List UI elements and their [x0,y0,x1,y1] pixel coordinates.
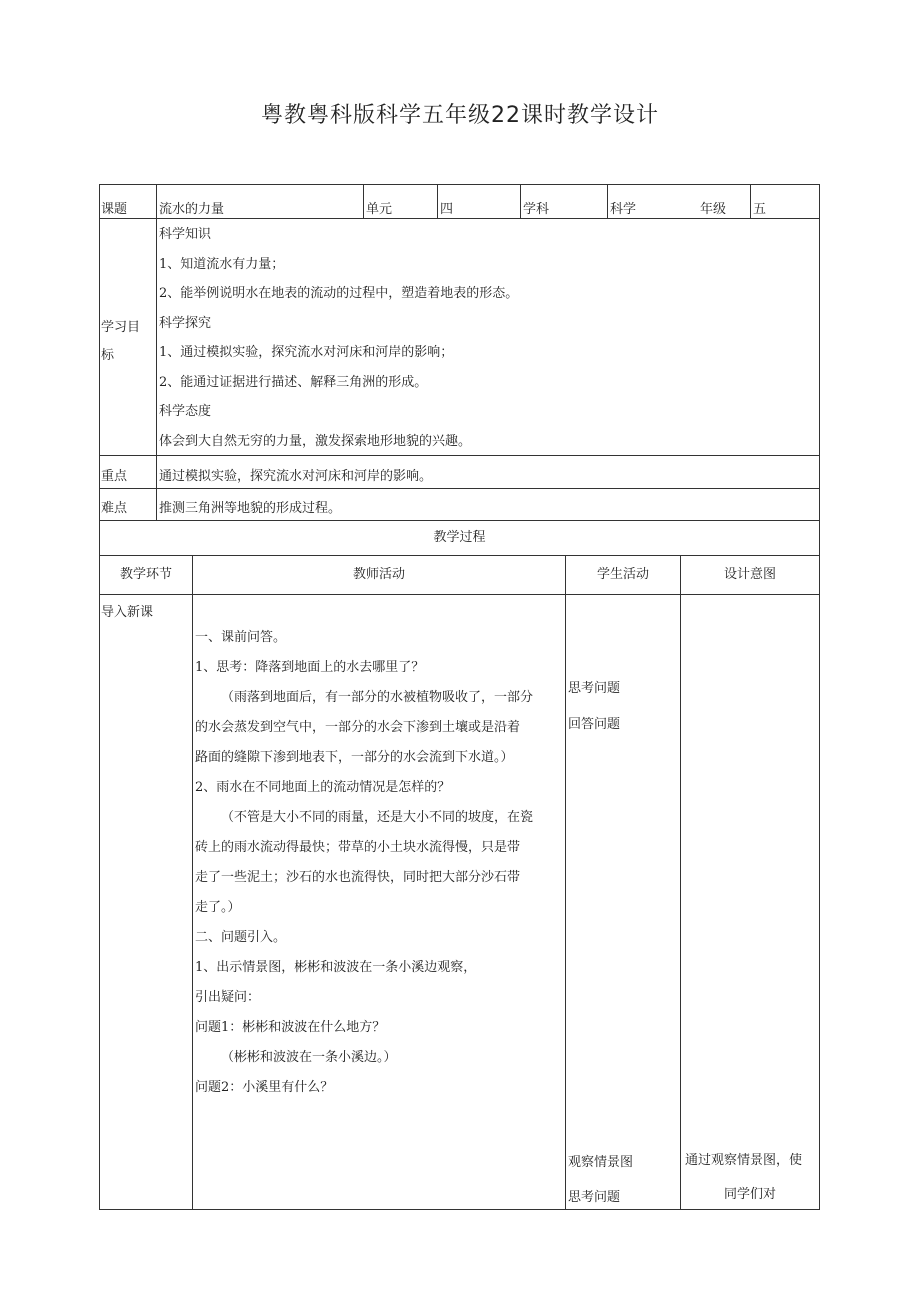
topic-label: 课题 [101,202,128,217]
grade-label: 年级 [700,202,727,217]
design-intent-line: 同学们对 [723,1187,776,1202]
teacher-line: （彬彬和波波在一条小溪边。） [221,1050,397,1065]
objective-line: 科学知识 [159,227,212,242]
difficult-point-value: 推测三角洲等地貌的形成过程。 [159,501,342,516]
design-intent-line: 通过观察情景图，使 [685,1153,803,1168]
objective-line: 1、通过模拟实验，探究流水对河床和河岸的影响； [159,345,454,360]
objectives-list [159,220,518,456]
objective-line: 科学探究 [159,315,212,331]
section-label: 导入新课 [101,605,154,620]
objective-line: 体会到大自然无穷的力量，激发探索地形地貌的兴趣。 [159,433,472,449]
grade-value: 五 [753,202,767,217]
teacher-line: 问题2：小溪里有什么？ [195,1080,334,1095]
process-title: 教学过程 [433,530,486,545]
teacher-line: 1、出示情景图，彬彬和波波在一条小溪边观察， [195,960,477,975]
teacher-line: （雨落到地面后，有一部分的水被植物吸收了，一部分 [221,690,534,705]
student-activity-line: 观察情景图 [568,1155,634,1170]
objective-line: 科学态度 [159,404,212,419]
objective-line: 1、知道流水有力量； [159,256,285,272]
objective-line: 2、能通过证据进行描述、解释三角洲的形成。 [159,374,428,390]
teacher-line: 二、问题引入。 [195,930,287,945]
teacher-line: （不管是大小不同的雨量，还是大小不同的坡度，在瓷 [221,810,534,825]
teacher-line: 走了一些泥土；沙石的水也流得快，同时把大部分沙石带 [195,870,521,885]
teacher-line: 一、课前问答。 [195,630,287,645]
objectives-label-line2: 标 [101,348,115,363]
unit-value: 四 [440,202,454,217]
teacher-line: 2、雨水在不同地面上的流动情况是怎样的？ [195,780,451,795]
topic-value: 流水的力量 [159,202,225,217]
header-teacher: 教师活动 [352,567,405,582]
subject-label: 学科 [523,202,550,217]
student-activity-line: 思考问题 [568,681,621,696]
difficult-point-label: 难点 [101,501,128,516]
teacher-line: 路面的缝隙下渗到地表下，一部分的水会流到下水道。） [195,750,514,765]
teacher-line: 1、思考：降落到地面上的水去哪里了？ [195,660,425,675]
key-point-label: 重点 [101,469,128,484]
student-activity-line: 回答问题 [568,717,621,732]
teacher-line: 引出疑问： [195,990,261,1005]
teacher-activity [195,623,533,1103]
student-activity-line: 思考问题 [568,1190,621,1205]
subject-value: 科学 [610,202,637,217]
page-title: 粤教粤科版科学五年级22课时教学设计 [261,103,659,128]
header-student: 学生活动 [596,567,649,582]
header-design: 设计意图 [723,567,776,582]
teacher-line: 走了。） [195,900,241,915]
teacher-line: 的水会蒸发到空气中，一部分的水会下渗到土壤或是沿着 [195,720,521,735]
objective-line: 2、能举例说明水在地表的流动的过程中，塑造着地表的形态。 [159,286,519,301]
teacher-line: 砖上的雨水流动得最快；带草的小土块水流得慢，只是带 [195,840,521,855]
teacher-line: 问题1：彬彬和波波在什么地方？ [195,1020,386,1035]
key-point-value: 通过模拟实验，探究流水对河床和河岸的影响。 [159,469,433,484]
header-stage: 教学环节 [119,567,172,582]
objectives-label-line1: 学习目 [101,320,141,335]
unit-label: 单元 [366,202,393,217]
